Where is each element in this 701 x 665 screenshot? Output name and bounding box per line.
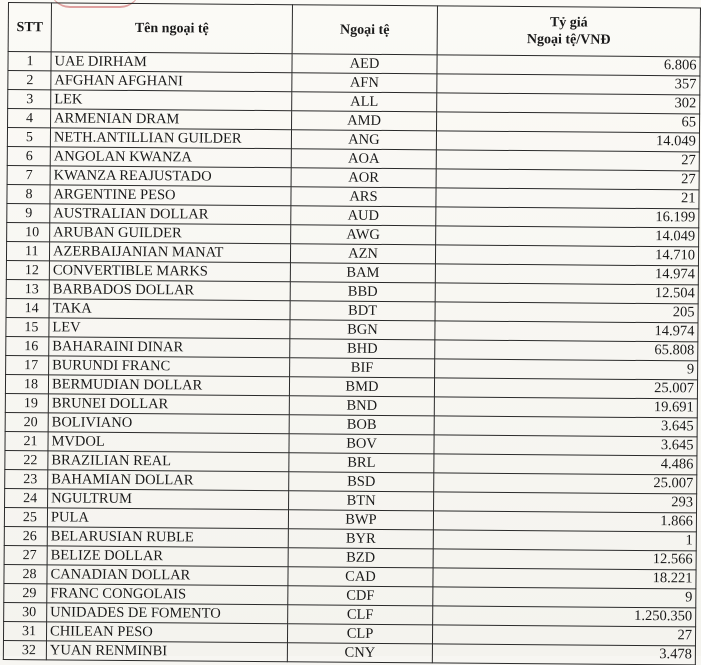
row-currency-name-cell: TAKA [49, 299, 290, 320]
row-stt-cell: 17 [6, 355, 49, 374]
row-currency-name-cell: BELIZE DOLLAR [47, 546, 288, 567]
row-rate-cell: 16.199 [436, 207, 699, 228]
header-rate-line1: Tỷ giá [549, 15, 588, 31]
row-currency-name-cell: BURUNDI FRANC [49, 356, 290, 377]
row-rate-cell: 12.504 [435, 283, 698, 304]
row-stt-cell: 25 [4, 507, 47, 526]
row-rate-cell: 14.974 [435, 321, 698, 342]
row-currency-name-cell: PULA [47, 508, 288, 529]
row-currency-code-cell: AOA [291, 149, 436, 169]
row-currency-code-cell: BYR [288, 529, 433, 549]
row-currency-code-cell: BTN [289, 491, 434, 511]
row-currency-name-cell: AFGHAN AFGHANI [51, 71, 292, 92]
row-stt-cell: 4 [8, 109, 51, 128]
row-currency-name-cell: LEV [49, 318, 290, 339]
row-currency-code-cell: AWG [291, 225, 436, 245]
row-stt-cell: 2 [8, 71, 51, 90]
row-rate-cell: 27 [436, 169, 699, 190]
header-stt: STT [8, 3, 51, 52]
row-rate-cell: 14.049 [436, 131, 699, 152]
row-stt-cell: 11 [6, 241, 49, 260]
row-rate-cell: 12.566 [433, 549, 696, 570]
row-stt-cell: 6 [7, 146, 50, 165]
row-currency-code-cell: ARS [291, 187, 436, 207]
row-rate-cell: 21 [436, 188, 699, 209]
row-currency-code-cell: BDT [290, 301, 435, 321]
row-stt-cell: 24 [5, 488, 48, 507]
table-body [3, 52, 700, 665]
row-stt-cell: 20 [5, 412, 48, 431]
row-stt-cell: 12 [6, 260, 49, 279]
row-rate-cell: 65.808 [435, 340, 698, 361]
row-rate-cell: 357 [437, 74, 700, 95]
row-currency-name-cell: CONVERTIBLE MARKS [49, 261, 290, 282]
row-rate-cell: 3.645 [434, 416, 697, 437]
row-currency-name-cell: BERMUDIAN DOLLAR [48, 375, 289, 396]
row-stt-cell: 16 [6, 336, 49, 355]
row-currency-name-cell: MVDOL [48, 432, 289, 453]
row-currency-code-cell: AED [292, 54, 437, 74]
row-stt-cell: 14 [6, 298, 49, 317]
row-stt-cell: 30 [4, 602, 47, 621]
row-currency-name-cell: NETH.ANTILLIAN GUILDER [50, 128, 291, 149]
exchange-rate-sheet [3, 2, 701, 665]
row-currency-name-cell: ANGOLAN KWANZA [50, 147, 291, 168]
row-currency-name-cell: ARUBAN GUILDER [50, 223, 291, 244]
row-currency-code-cell: BMD [289, 377, 434, 397]
row-rate-cell: 3.478 [432, 644, 695, 665]
row-rate-cell: 205 [435, 302, 698, 323]
row-stt-cell: 3 [8, 90, 51, 109]
row-currency-name-cell: BAHARAINI DINAR [49, 337, 290, 358]
row-rate-cell: 1.866 [433, 511, 696, 532]
row-currency-code-cell: BAM [290, 263, 435, 283]
row-stt-cell: 13 [6, 279, 49, 298]
row-currency-name-cell: NGULTRUM [48, 489, 289, 510]
row-currency-code-cell: AUD [291, 206, 436, 226]
row-currency-name-cell: AUSTRALIAN DOLLAR [50, 204, 291, 225]
row-currency-name-cell: BARBADOS DOLLAR [49, 280, 290, 301]
row-stt-cell: 10 [7, 222, 50, 241]
exchange-rate-table [3, 2, 701, 665]
row-currency-code-cell: CDF [288, 586, 433, 606]
row-stt-cell: 21 [5, 431, 48, 450]
row-stt-cell: 1 [8, 52, 51, 71]
row-currency-code-cell: ALL [292, 92, 437, 112]
row-rate-cell: 9 [433, 587, 696, 608]
row-currency-code-cell: BIF [290, 358, 435, 378]
row-stt-cell: 31 [3, 621, 46, 640]
row-stt-cell: 8 [7, 184, 50, 203]
row-currency-code-cell: BRL [289, 453, 434, 473]
row-rate-cell: 6.806 [437, 55, 700, 76]
row-currency-name-cell: AZERBAIJANIAN MANAT [49, 242, 290, 263]
header-currency-name: Tên ngoại tệ [51, 3, 292, 54]
row-currency-code-cell: ANG [291, 130, 436, 150]
row-stt-cell: 15 [6, 317, 49, 336]
header-currency-code: Ngoại tệ [292, 5, 437, 55]
row-currency-code-cell: BWP [288, 510, 433, 530]
row-currency-code-cell: AFN [292, 73, 437, 93]
row-currency-name-cell: LEK [51, 90, 292, 111]
row-rate-cell: 18.221 [433, 568, 696, 589]
row-currency-name-cell: ARMENIAN DRAM [51, 109, 292, 130]
row-currency-name-cell: BRUNEI DOLLAR [48, 394, 289, 415]
row-currency-name-cell: KWANZA REAJUSTADO [50, 166, 291, 187]
row-rate-cell: 27 [432, 625, 695, 646]
row-stt-cell: 28 [4, 564, 47, 583]
row-currency-code-cell: AMD [292, 111, 437, 131]
row-rate-cell: 25.007 [434, 378, 697, 399]
row-rate-cell: 27 [436, 150, 699, 171]
row-stt-cell: 22 [5, 450, 48, 469]
row-stt-cell: 7 [7, 165, 50, 184]
row-currency-name-cell: UAE DIRHAM [51, 52, 292, 73]
row-currency-code-cell: CLF [288, 605, 433, 625]
row-currency-code-cell: BBD [290, 282, 435, 302]
row-stt-cell: 5 [7, 128, 50, 147]
row-stt-cell: 23 [5, 469, 48, 488]
row-currency-name-cell: FRANC CONGOLAIS [47, 584, 288, 605]
row-rate-cell: 9 [435, 359, 698, 380]
row-currency-name-cell: BRAZILIAN REAL [48, 451, 289, 472]
row-rate-cell: 14.974 [435, 264, 698, 285]
row-currency-name-cell: CANADIAN DOLLAR [47, 565, 288, 586]
row-rate-cell: 19.691 [434, 397, 697, 418]
row-rate-cell: 14.710 [435, 245, 698, 266]
row-rate-cell: 302 [437, 93, 700, 114]
row-currency-code-cell: AOR [291, 168, 436, 188]
row-rate-cell: 1 [433, 530, 696, 551]
row-currency-code-cell: BOV [289, 434, 434, 454]
row-stt-cell: 26 [4, 526, 47, 545]
row-currency-name-cell: BOLIVIANO [48, 413, 289, 434]
header-rate [437, 6, 700, 57]
row-currency-code-cell: BOB [289, 415, 434, 435]
row-currency-name-cell: CHILEAN PESO [46, 622, 287, 643]
row-rate-cell: 293 [434, 492, 697, 513]
row-currency-code-cell: BND [289, 396, 434, 416]
row-currency-code-cell: CLP [287, 624, 432, 644]
header-rate-line2: Ngoại tệ/VNĐ [526, 32, 611, 48]
row-rate-cell: 1.250.350 [433, 606, 696, 627]
row-currency-name-cell: YUAN RENMINBI [46, 641, 287, 662]
row-currency-name-cell: BAHAMIAN DOLLAR [48, 470, 289, 491]
row-currency-name-cell: BELARUSIAN RUBLE [47, 527, 288, 548]
row-stt-cell: 27 [4, 545, 47, 564]
row-currency-code-cell: CNY [287, 643, 432, 663]
row-rate-cell: 65 [437, 112, 700, 133]
row-currency-code-cell: AZN [290, 244, 435, 264]
row-currency-code-cell: BGN [290, 320, 435, 340]
row-rate-cell: 4.486 [434, 454, 697, 475]
row-stt-cell: 32 [3, 640, 46, 659]
row-stt-cell: 9 [7, 203, 50, 222]
row-currency-code-cell: BSD [289, 472, 434, 492]
row-currency-code-cell: BHD [290, 339, 435, 359]
row-rate-cell: 25.007 [434, 473, 697, 494]
table-row [3, 640, 695, 664]
row-currency-name-cell: UNIDADES DE FOMENTO [47, 603, 288, 624]
row-rate-cell: 14.049 [436, 226, 699, 247]
row-currency-code-cell: BZD [288, 548, 433, 568]
row-stt-cell: 18 [5, 374, 48, 393]
row-currency-code-cell: CAD [288, 567, 433, 587]
table-header-row [8, 3, 700, 57]
row-stt-cell: 19 [5, 393, 48, 412]
row-currency-name-cell: ARGENTINE PESO [50, 185, 291, 206]
row-rate-cell: 3.645 [434, 435, 697, 456]
row-stt-cell: 29 [4, 583, 47, 602]
